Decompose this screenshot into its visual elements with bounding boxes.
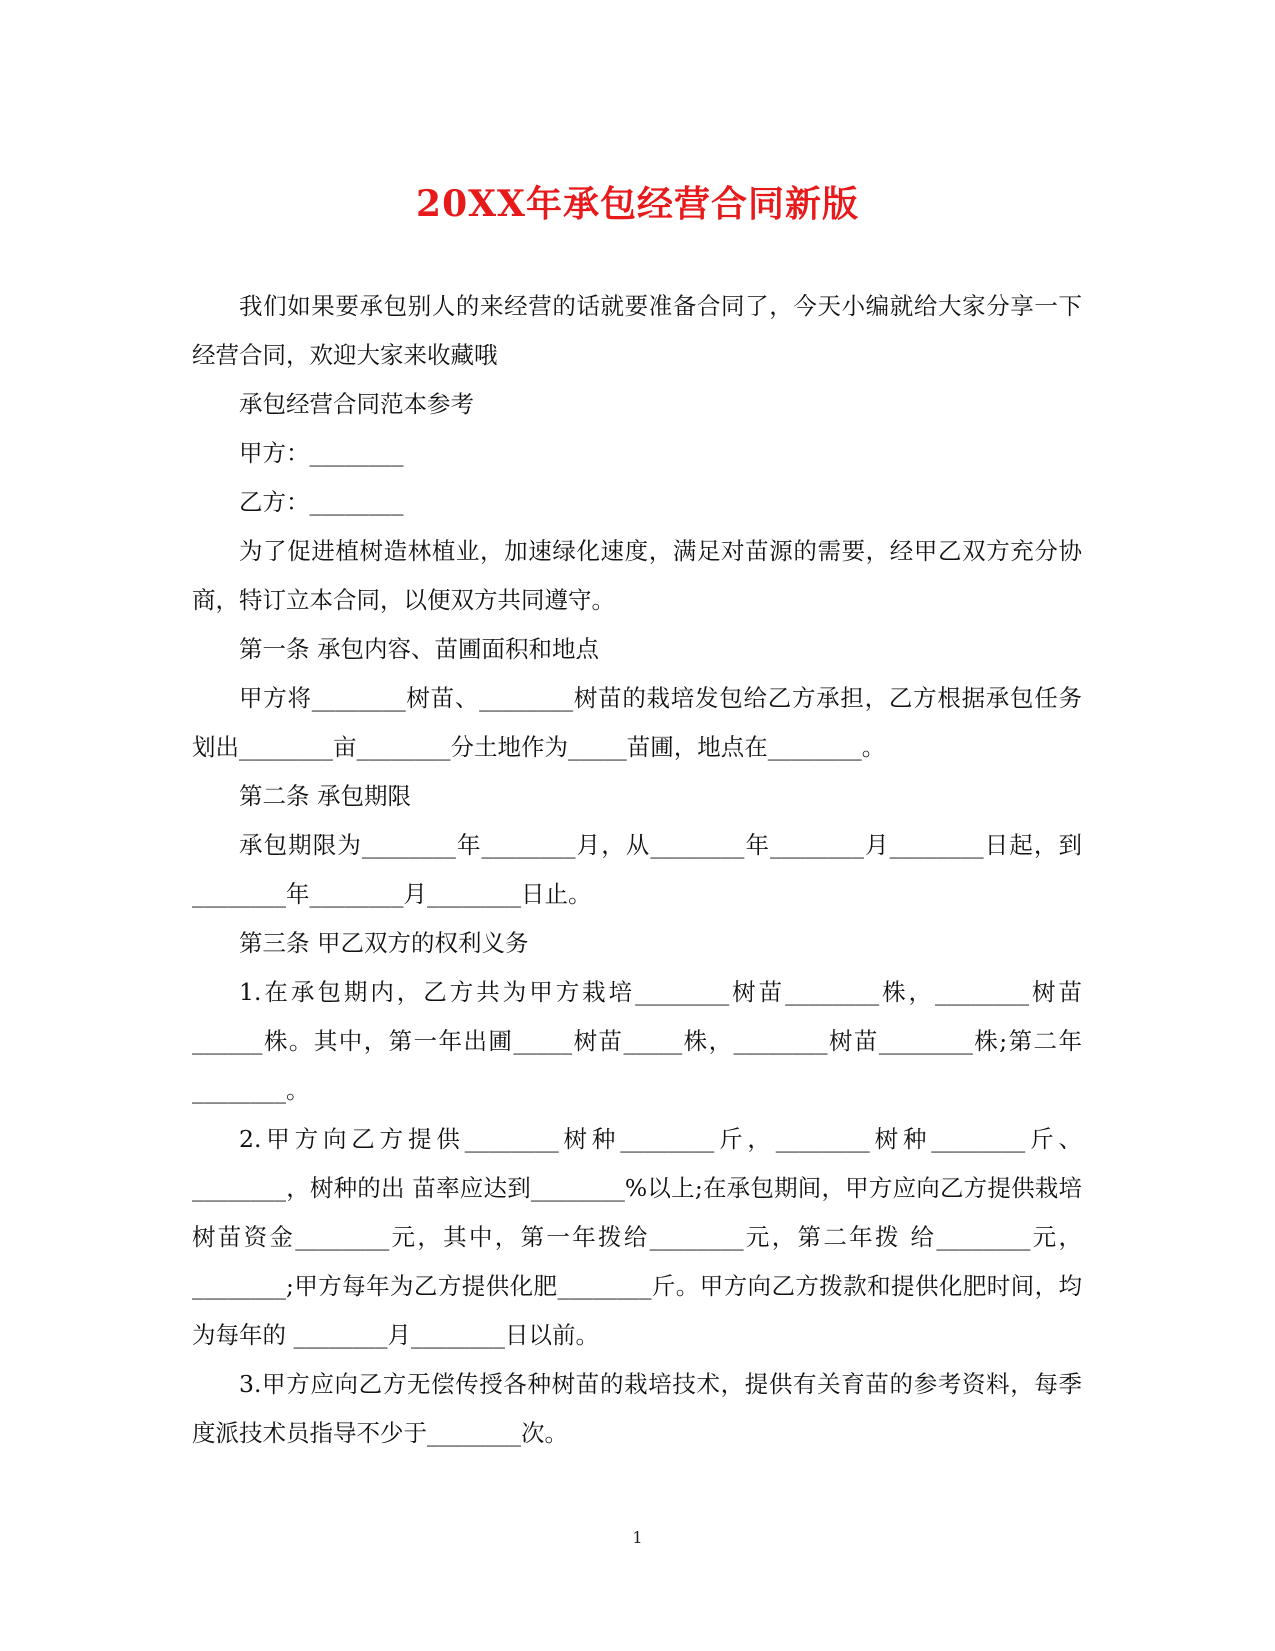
document-body — [192, 282, 1082, 1458]
contract-sample-heading: 承包经营合同范本参考 — [239, 390, 474, 418]
party-a-line: 甲方：________ — [239, 439, 404, 467]
document-title: 20XX年承包经营合同新版 — [416, 183, 859, 225]
article-2-heading: 第二条 承包期限 — [239, 782, 411, 810]
page-number: 1 — [632, 1528, 643, 1547]
article-3-item-1: 1.在承包期内，乙方共为甲方栽培________树苗________株，________树苗______株。其中，第一年出圃_____树苗_____株，________树苗________株;第二年________。 — [192, 978, 1082, 1104]
article-1-paragraph: 甲方将________树苗、________树苗的栽培发包给乙方承担，乙方根据承包任务划出________亩________分土地作为_____苗圃，地点在________。 — [192, 684, 1082, 761]
article-1-heading: 第一条 承包内容、苗圃面积和地点 — [239, 635, 599, 663]
article-3-item-3: 3.甲方应向乙方无偿传授各种树苗的栽培技术，提供有关育苗的参考资料，每季度派技术员指导不少于________次。 — [192, 1370, 1082, 1447]
party-b-line: 乙方：________ — [239, 488, 404, 516]
intro-paragraph: 我们如果要承包别人的来经营的话就要准备合同了，今天小编就给大家分享一下经营合同，欢迎大家来收藏哦 — [192, 292, 1082, 369]
article-3-item-2: 2.甲方向乙方提供________树种________斤，________树种________斤、________，树种的出 苗率应达到________%以上;在承包期间，甲方应向乙方提供栽培树苗资金________元，其中，第一年拨给________元，第二年拨 给________元，________;甲方每年为乙方提供化肥________斤。甲方向乙方拨款和提供化肥时间，均为每年的 ________月________日以前。 — [192, 1125, 1082, 1349]
article-3-heading: 第三条 甲乙双方的权利义务 — [239, 929, 529, 957]
purpose-paragraph: 为了促进植树造林植业，加速绿化速度，满足对苗源的需要，经甲乙双方充分协商，特订立本合同，以便双方共同遵守。 — [192, 537, 1082, 614]
article-2-paragraph: 承包期限为________年________月，从________年________月________日起，到________年________月________日止。 — [192, 831, 1082, 908]
